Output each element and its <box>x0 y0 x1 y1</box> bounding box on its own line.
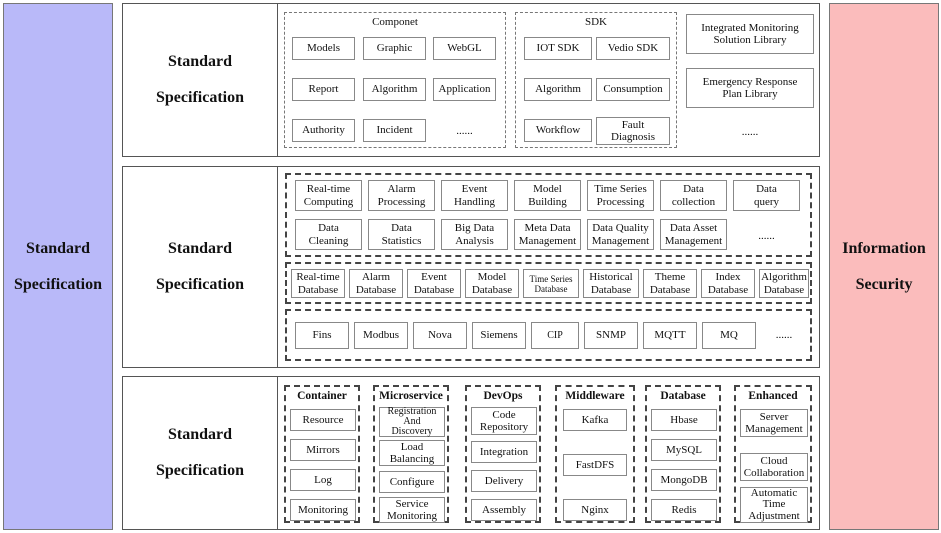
component-title: Componet <box>372 16 418 28</box>
protocol-item: Modbus <box>354 322 408 349</box>
enhanced-column <box>734 385 812 523</box>
database-item: Event Database <box>407 269 461 298</box>
processing-item: Big Data Analysis <box>441 219 508 250</box>
sdk-item: Vedio SDK <box>596 37 670 60</box>
component-item: Application <box>433 78 496 101</box>
enhanced-item: Cloud Collaboration <box>740 453 808 481</box>
component-item: WebGL <box>433 37 496 60</box>
processing-item: Data Quality Management <box>587 219 654 250</box>
processing-item: Data collection <box>660 180 727 211</box>
protocol-item: MQTT <box>643 322 697 349</box>
enhanced-item: Server Management <box>740 409 808 437</box>
processing-item: Event Handling <box>441 180 508 211</box>
processing-item: Data Cleaning <box>295 219 362 250</box>
processing-item: Real-time Computing <box>295 180 362 211</box>
processing-item: Meta Data Management <box>514 219 581 250</box>
protocol-item: Nova <box>413 322 467 349</box>
enhanced-item: Automatic Time Adjustment <box>740 487 808 523</box>
library-item: Integrated Monitoring Solution Library <box>686 14 814 54</box>
processing-item: Data query <box>733 180 800 211</box>
middle-layer-label: Standard Specification <box>123 167 278 367</box>
devops-item: Delivery <box>471 470 537 492</box>
database-item: Real-time Database <box>291 269 345 298</box>
database-item: Index Database <box>701 269 755 298</box>
database-item: Alarm Database <box>349 269 403 298</box>
left-bar-label: Standard Specification <box>14 239 102 293</box>
devops-item: Code Repository <box>471 407 537 435</box>
middleware-item: Kafka <box>563 409 627 431</box>
protocol-item: CIP <box>531 322 579 349</box>
left-standard-specification-bar <box>3 3 113 530</box>
devops-item: Assembly <box>471 499 537 521</box>
database-item: Historical Database <box>583 269 639 298</box>
right-bar-label: Information Security <box>842 239 926 293</box>
protocol-more: ...... <box>775 329 793 341</box>
top-layer-label: Standard Specification <box>123 4 278 156</box>
sdk-group <box>515 12 677 148</box>
library-more: ...... <box>741 126 759 138</box>
bottom-layer-panel <box>122 376 820 530</box>
microservice-item: Load Balancing <box>379 440 445 466</box>
database-title: Database <box>660 390 706 402</box>
container-title: Container <box>297 390 347 402</box>
middle-layer-panel <box>122 166 820 368</box>
devops-column <box>465 385 541 523</box>
protocol-item: Siemens <box>472 322 526 349</box>
right-information-security-bar <box>829 3 939 530</box>
microservice-item: Service Monitoring <box>379 497 445 523</box>
component-item: Graphic <box>363 37 426 60</box>
protocol-group <box>285 309 812 361</box>
container-item: Log <box>290 469 356 491</box>
middleware-item: FastDFS <box>563 454 627 476</box>
database-stack-item: Hbase <box>651 409 717 431</box>
protocol-item: SNMP <box>584 322 638 349</box>
processing-item: Data Statistics <box>368 219 435 250</box>
top-layer-panel <box>122 3 820 157</box>
component-group <box>284 12 506 148</box>
database-column <box>645 385 721 523</box>
component-item: Report <box>292 78 355 101</box>
middleware-title: Middleware <box>565 390 625 402</box>
database-stack-item: MySQL <box>651 439 717 461</box>
protocol-item: Fins <box>295 322 349 349</box>
database-stack-item: MongoDB <box>651 469 717 491</box>
devops-item: Integration <box>471 441 537 463</box>
container-item: Mirrors <box>290 439 356 461</box>
container-column <box>284 385 360 523</box>
microservice-item: Configure <box>379 471 445 493</box>
component-more: ...... <box>456 125 473 137</box>
sdk-item: Workflow <box>524 119 592 142</box>
component-item: Authority <box>292 119 355 142</box>
processing-group <box>285 173 812 257</box>
devops-title: DevOps <box>483 390 523 402</box>
protocol-item: MQ <box>702 322 756 349</box>
sdk-item: Consumption <box>596 78 670 101</box>
microservice-title: Microservice <box>379 390 443 402</box>
database-stack-item: Redis <box>651 499 717 521</box>
sdk-item: Fault Diagnosis <box>596 117 670 145</box>
database-item: Theme Database <box>643 269 697 298</box>
processing-item: Alarm Processing <box>368 180 435 211</box>
middleware-item: Nginx <box>563 499 627 521</box>
database-group <box>285 262 812 304</box>
database-item: Model Database <box>465 269 519 298</box>
container-item: Resource <box>290 409 356 431</box>
processing-item: Time Series Processing <box>587 180 654 211</box>
database-item: Algorithm Database <box>759 269 809 298</box>
container-item: Monitoring <box>290 499 356 521</box>
database-item: Time Series Database <box>523 269 579 298</box>
processing-more: ...... <box>758 230 775 242</box>
processing-item: Model Building <box>514 180 581 211</box>
library-item: Emergency Response Plan Library <box>686 68 814 108</box>
microservice-item: Registration And Discovery <box>379 407 445 437</box>
sdk-title: SDK <box>584 16 607 28</box>
sdk-item: IOT SDK <box>524 37 592 60</box>
bottom-layer-label: Standard Specification <box>123 377 278 529</box>
component-item: Models <box>292 37 355 60</box>
component-item: Algorithm <box>363 78 426 101</box>
microservice-column <box>373 385 449 523</box>
processing-item: Data Asset Management <box>660 219 727 250</box>
middleware-column <box>555 385 635 523</box>
enhanced-title: Enhanced <box>748 390 798 402</box>
component-item: Incident <box>363 119 426 142</box>
sdk-item: Algorithm <box>524 78 592 101</box>
